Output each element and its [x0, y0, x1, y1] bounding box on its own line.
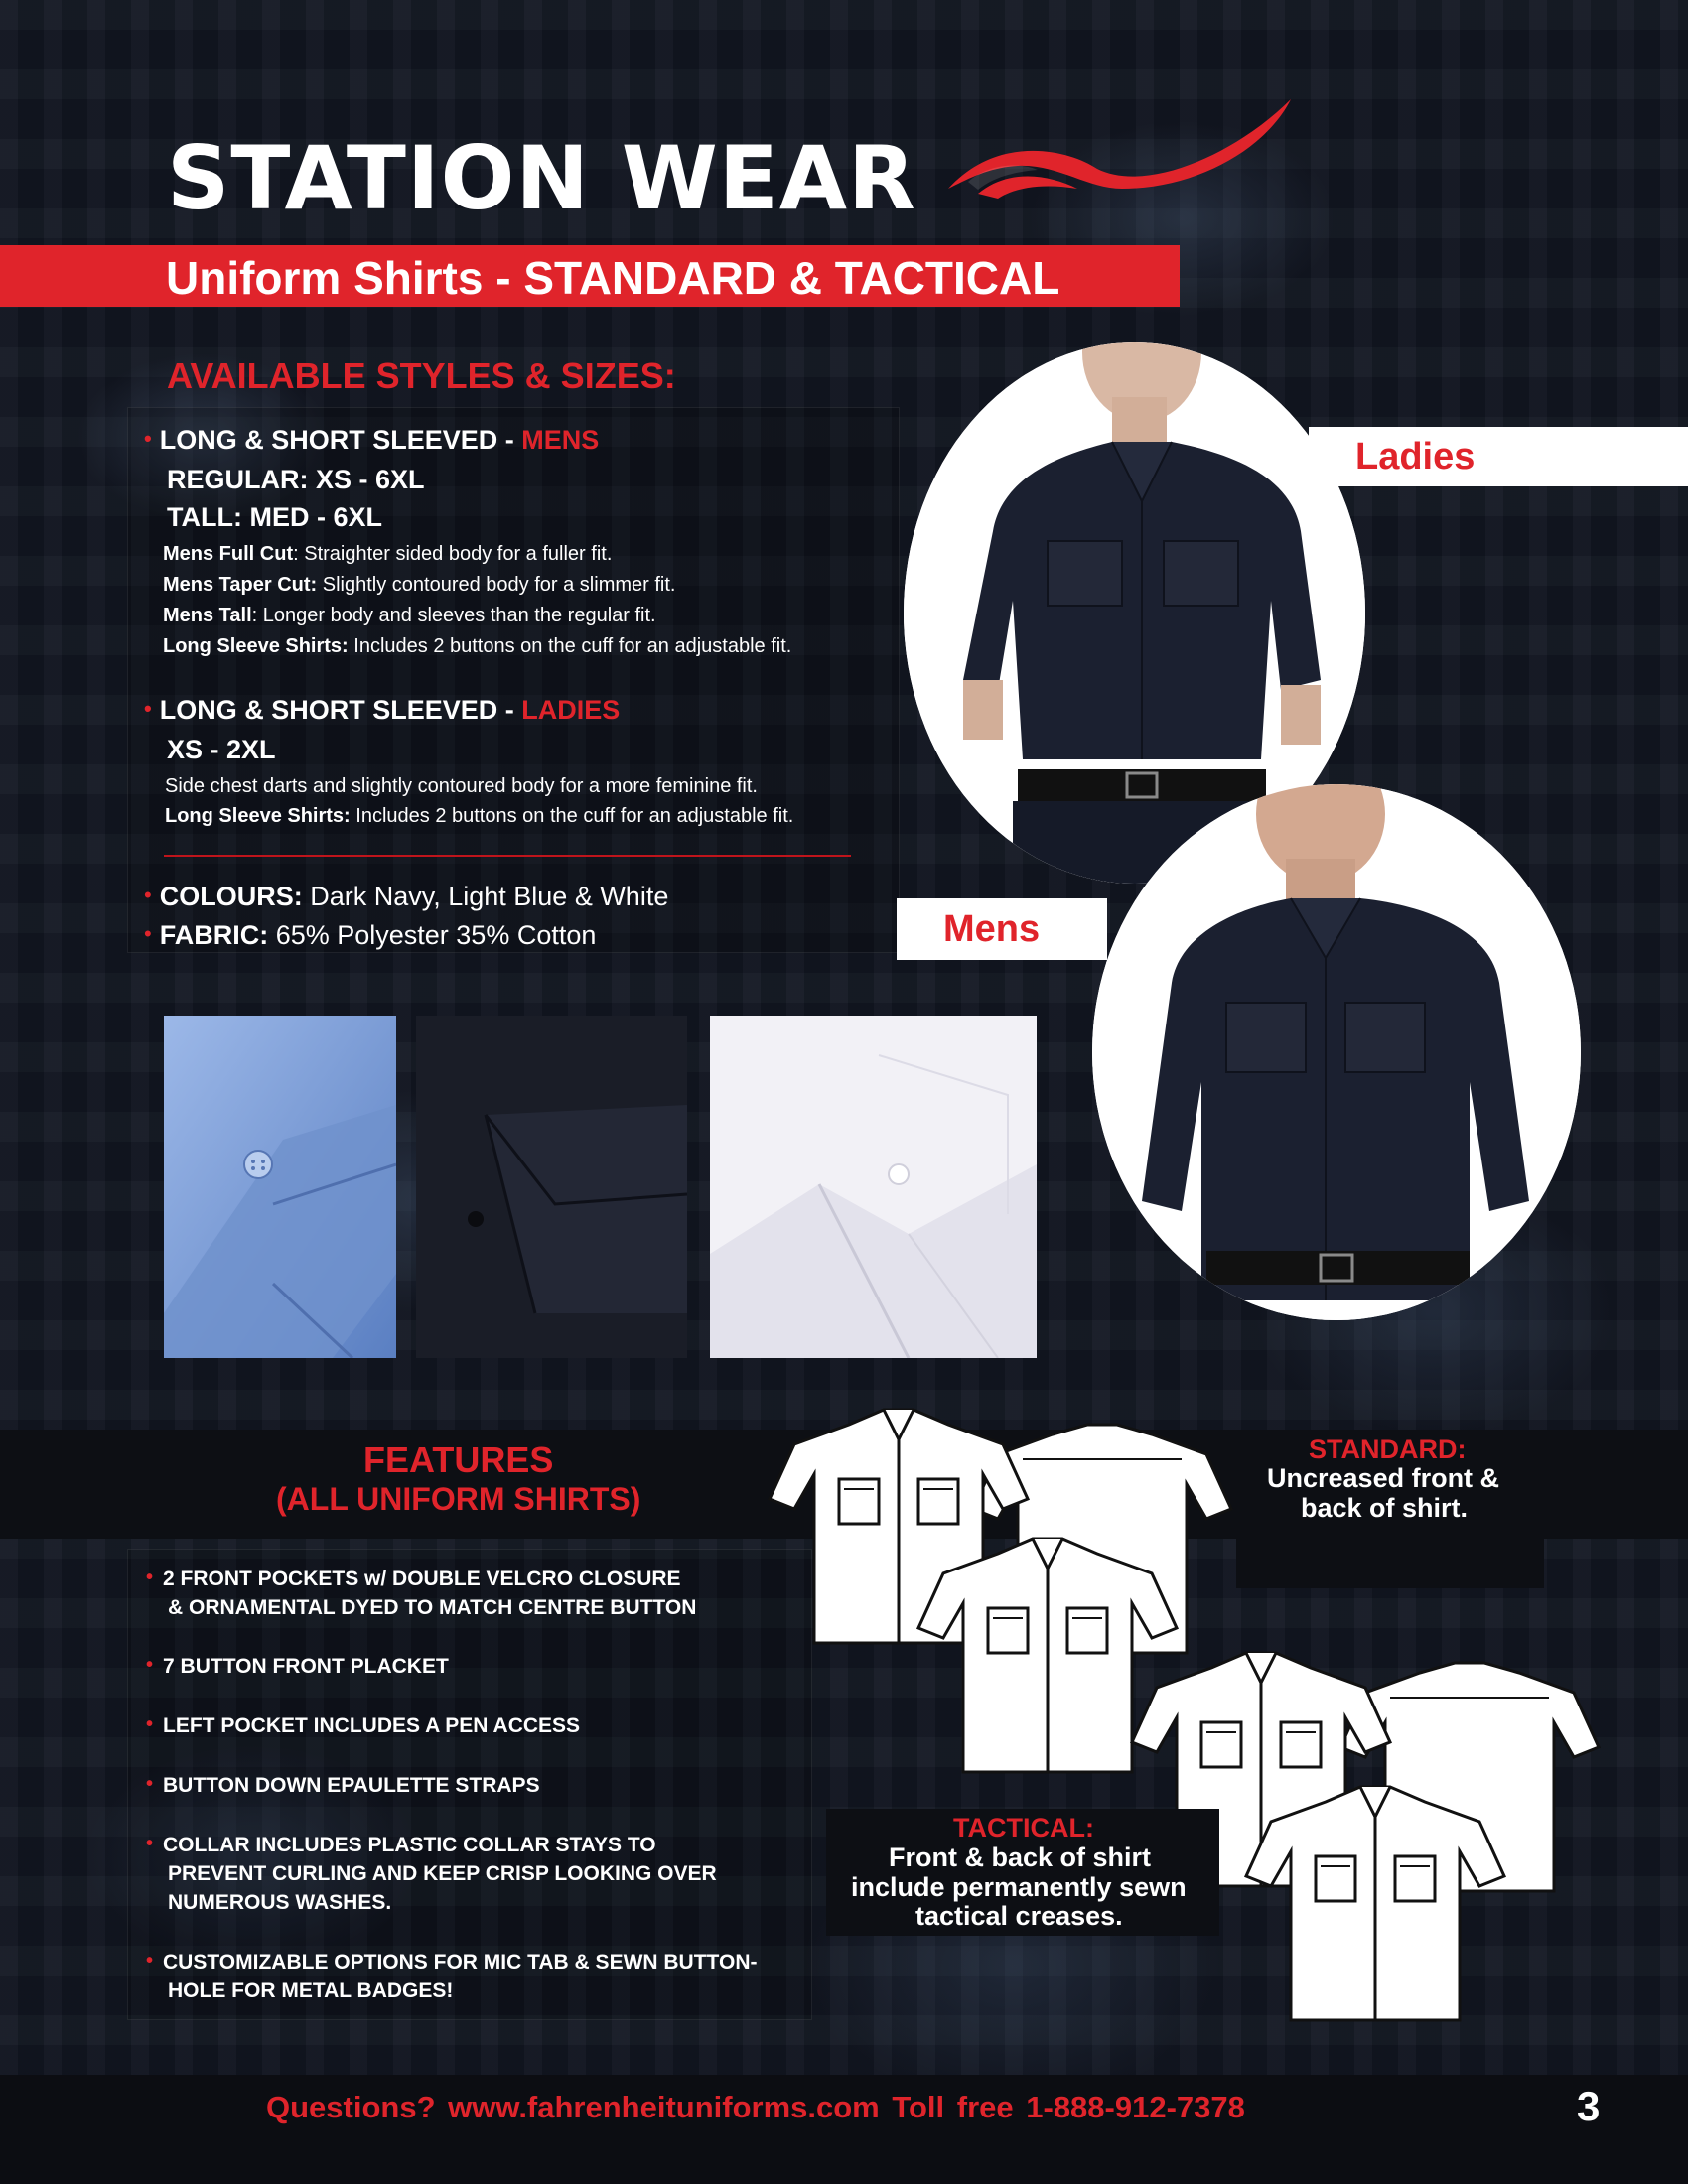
- mens-label: Mens: [943, 908, 1041, 950]
- bullet-icon: •: [146, 1950, 154, 1972]
- mens-regular-sizes: REGULAR: XS - 6XL: [167, 465, 425, 494]
- detail-text: : Longer body and sleeves than the regular fit.: [251, 605, 656, 626]
- feature-item: [146, 1710, 821, 1740]
- feature-line: & ORNAMENTAL DYED TO MATCH CENTRE BUTTON: [168, 1596, 697, 1619]
- mens-detail: [163, 574, 675, 597]
- colours-label: COLOURS:: [159, 882, 303, 911]
- ladies-title-prefix: LONG & SHORT SLEEVED -: [159, 695, 522, 725]
- bullet-icon: •: [144, 921, 152, 946]
- feature-line: PREVENT CURLING AND KEEP CRISP LOOKING OVER: [168, 1862, 717, 1885]
- detail-text: Includes 2 buttons on the cuff for an adjustable fit.: [348, 635, 792, 657]
- ladies-long-sleeve: [165, 805, 793, 828]
- swatch-white-art: [710, 1016, 1037, 1358]
- mens-detail: [163, 543, 612, 566]
- bullet-icon: •: [144, 426, 152, 451]
- feature-line: CUSTOMIZABLE OPTIONS FOR MIC TAB & SEWN BUTTON-: [163, 1951, 758, 1974]
- bullet-icon: •: [146, 1833, 154, 1854]
- standard-title: STANDARD:: [1309, 1434, 1467, 1464]
- feature-item: [146, 1564, 821, 1622]
- mens-tall-sizes: TALL: MED - 6XL: [167, 502, 382, 532]
- bullet-icon: •: [146, 1713, 154, 1735]
- tactical-line-1: Front & back of shirt: [889, 1843, 1152, 1872]
- ladies-label: Ladies: [1355, 436, 1476, 478]
- detail-label: Long Sleeve Shirts:: [163, 635, 349, 657]
- feature-item: [146, 1770, 821, 1800]
- bullet-icon: •: [146, 1773, 154, 1795]
- detail-text: Includes 2 buttons on the cuff for an adjustable fit.: [350, 805, 794, 827]
- feature-line: NUMEROUS WASHES.: [168, 1891, 392, 1914]
- detail-text: Slightly contoured body for a slimmer fit.: [317, 574, 676, 596]
- detail-label: Long Sleeve Shirts:: [165, 805, 351, 827]
- ladies-title: [144, 695, 620, 726]
- feature-line: LEFT POCKET INCLUDES A PEN ACCESS: [163, 1714, 581, 1737]
- section-divider: [164, 855, 851, 857]
- flame-swoosh-logo: [938, 94, 1296, 213]
- detail-label: Mens Tall: [163, 605, 252, 626]
- bullet-icon: •: [144, 883, 152, 907]
- bullet-icon: •: [144, 696, 152, 721]
- mens-title: [144, 425, 599, 456]
- subtitle: Uniform Shirts - STANDARD & TACTICAL: [166, 252, 1060, 304]
- tactical-title: TACTICAL:: [953, 1813, 1094, 1843]
- mens-title-highlight: MENS: [521, 425, 600, 455]
- fabric-label: FABRIC:: [159, 920, 269, 950]
- feature-item: [146, 1651, 821, 1681]
- mens-detail: [163, 635, 791, 658]
- brand-title: STATION WEAR: [167, 127, 916, 229]
- tactical-line-3: tactical creases.: [915, 1901, 1123, 1931]
- detail-label: Mens Full Cut: [163, 543, 294, 565]
- detail-label: Mens Taper Cut:: [163, 574, 318, 596]
- fabric-line: [144, 920, 596, 951]
- available-styles-heading: AVAILABLE STYLES & SIZES:: [167, 355, 676, 396]
- mens-detail: [163, 605, 656, 627]
- swatch-white: [710, 1016, 1037, 1358]
- mens-title-prefix: LONG & SHORT SLEEVED -: [159, 425, 522, 455]
- ladies-title-highlight: LADIES: [521, 695, 621, 725]
- page-number: 3: [1577, 2083, 1601, 2129]
- standard-line-2: back of shirt.: [1301, 1493, 1469, 1523]
- mens-model-figure: [1092, 784, 1581, 1320]
- feature-line: 7 BUTTON FRONT PLACKET: [163, 1655, 449, 1678]
- tactical-line-2: include permanently sewn: [851, 1872, 1187, 1902]
- bullet-icon: •: [146, 1654, 154, 1676]
- feature-line: HOLE FOR METAL BADGES!: [168, 1979, 454, 2002]
- bullet-icon: •: [146, 1567, 154, 1588]
- feature-line: COLLAR INCLUDES PLASTIC COLLAR STAYS TO: [163, 1834, 656, 1856]
- features-heading: FEATURES: [363, 1439, 554, 1480]
- standard-line-1: Uncreased front &: [1267, 1463, 1500, 1493]
- features-subheading: (ALL UNIFORM SHIRTS): [276, 1481, 641, 1517]
- swatch-dark-navy: [416, 1016, 687, 1358]
- feature-item: [146, 1830, 821, 1917]
- feature-line: 2 FRONT POCKETS w/ DOUBLE VELCRO CLOSURE: [163, 1568, 681, 1590]
- detail-text: : Straighter sided body for a fuller fit.: [293, 543, 613, 565]
- colours-value: Dark Navy, Light Blue & White: [302, 882, 669, 911]
- swatch-dark-navy-art: [416, 1016, 687, 1358]
- mens-shirt-photo: [1092, 784, 1581, 1320]
- swatch-light-blue: [164, 1016, 396, 1358]
- ladies-description: Side chest darts and slightly contoured body for a more feminine fit.: [165, 775, 758, 797]
- footer-contact: Questions? www.fahrenheituniforms.com Toll free 1-888-912-7378: [266, 2090, 1245, 2124]
- fabric-value: 65% Polyester 35% Cotton: [268, 920, 597, 950]
- ladies-sizes: XS - 2XL: [167, 735, 276, 764]
- swatch-light-blue-art: [164, 1016, 396, 1358]
- feature-item: [146, 1947, 821, 2005]
- colours-line: [144, 882, 668, 912]
- feature-line: BUTTON DOWN EPAULETTE STRAPS: [163, 1774, 540, 1797]
